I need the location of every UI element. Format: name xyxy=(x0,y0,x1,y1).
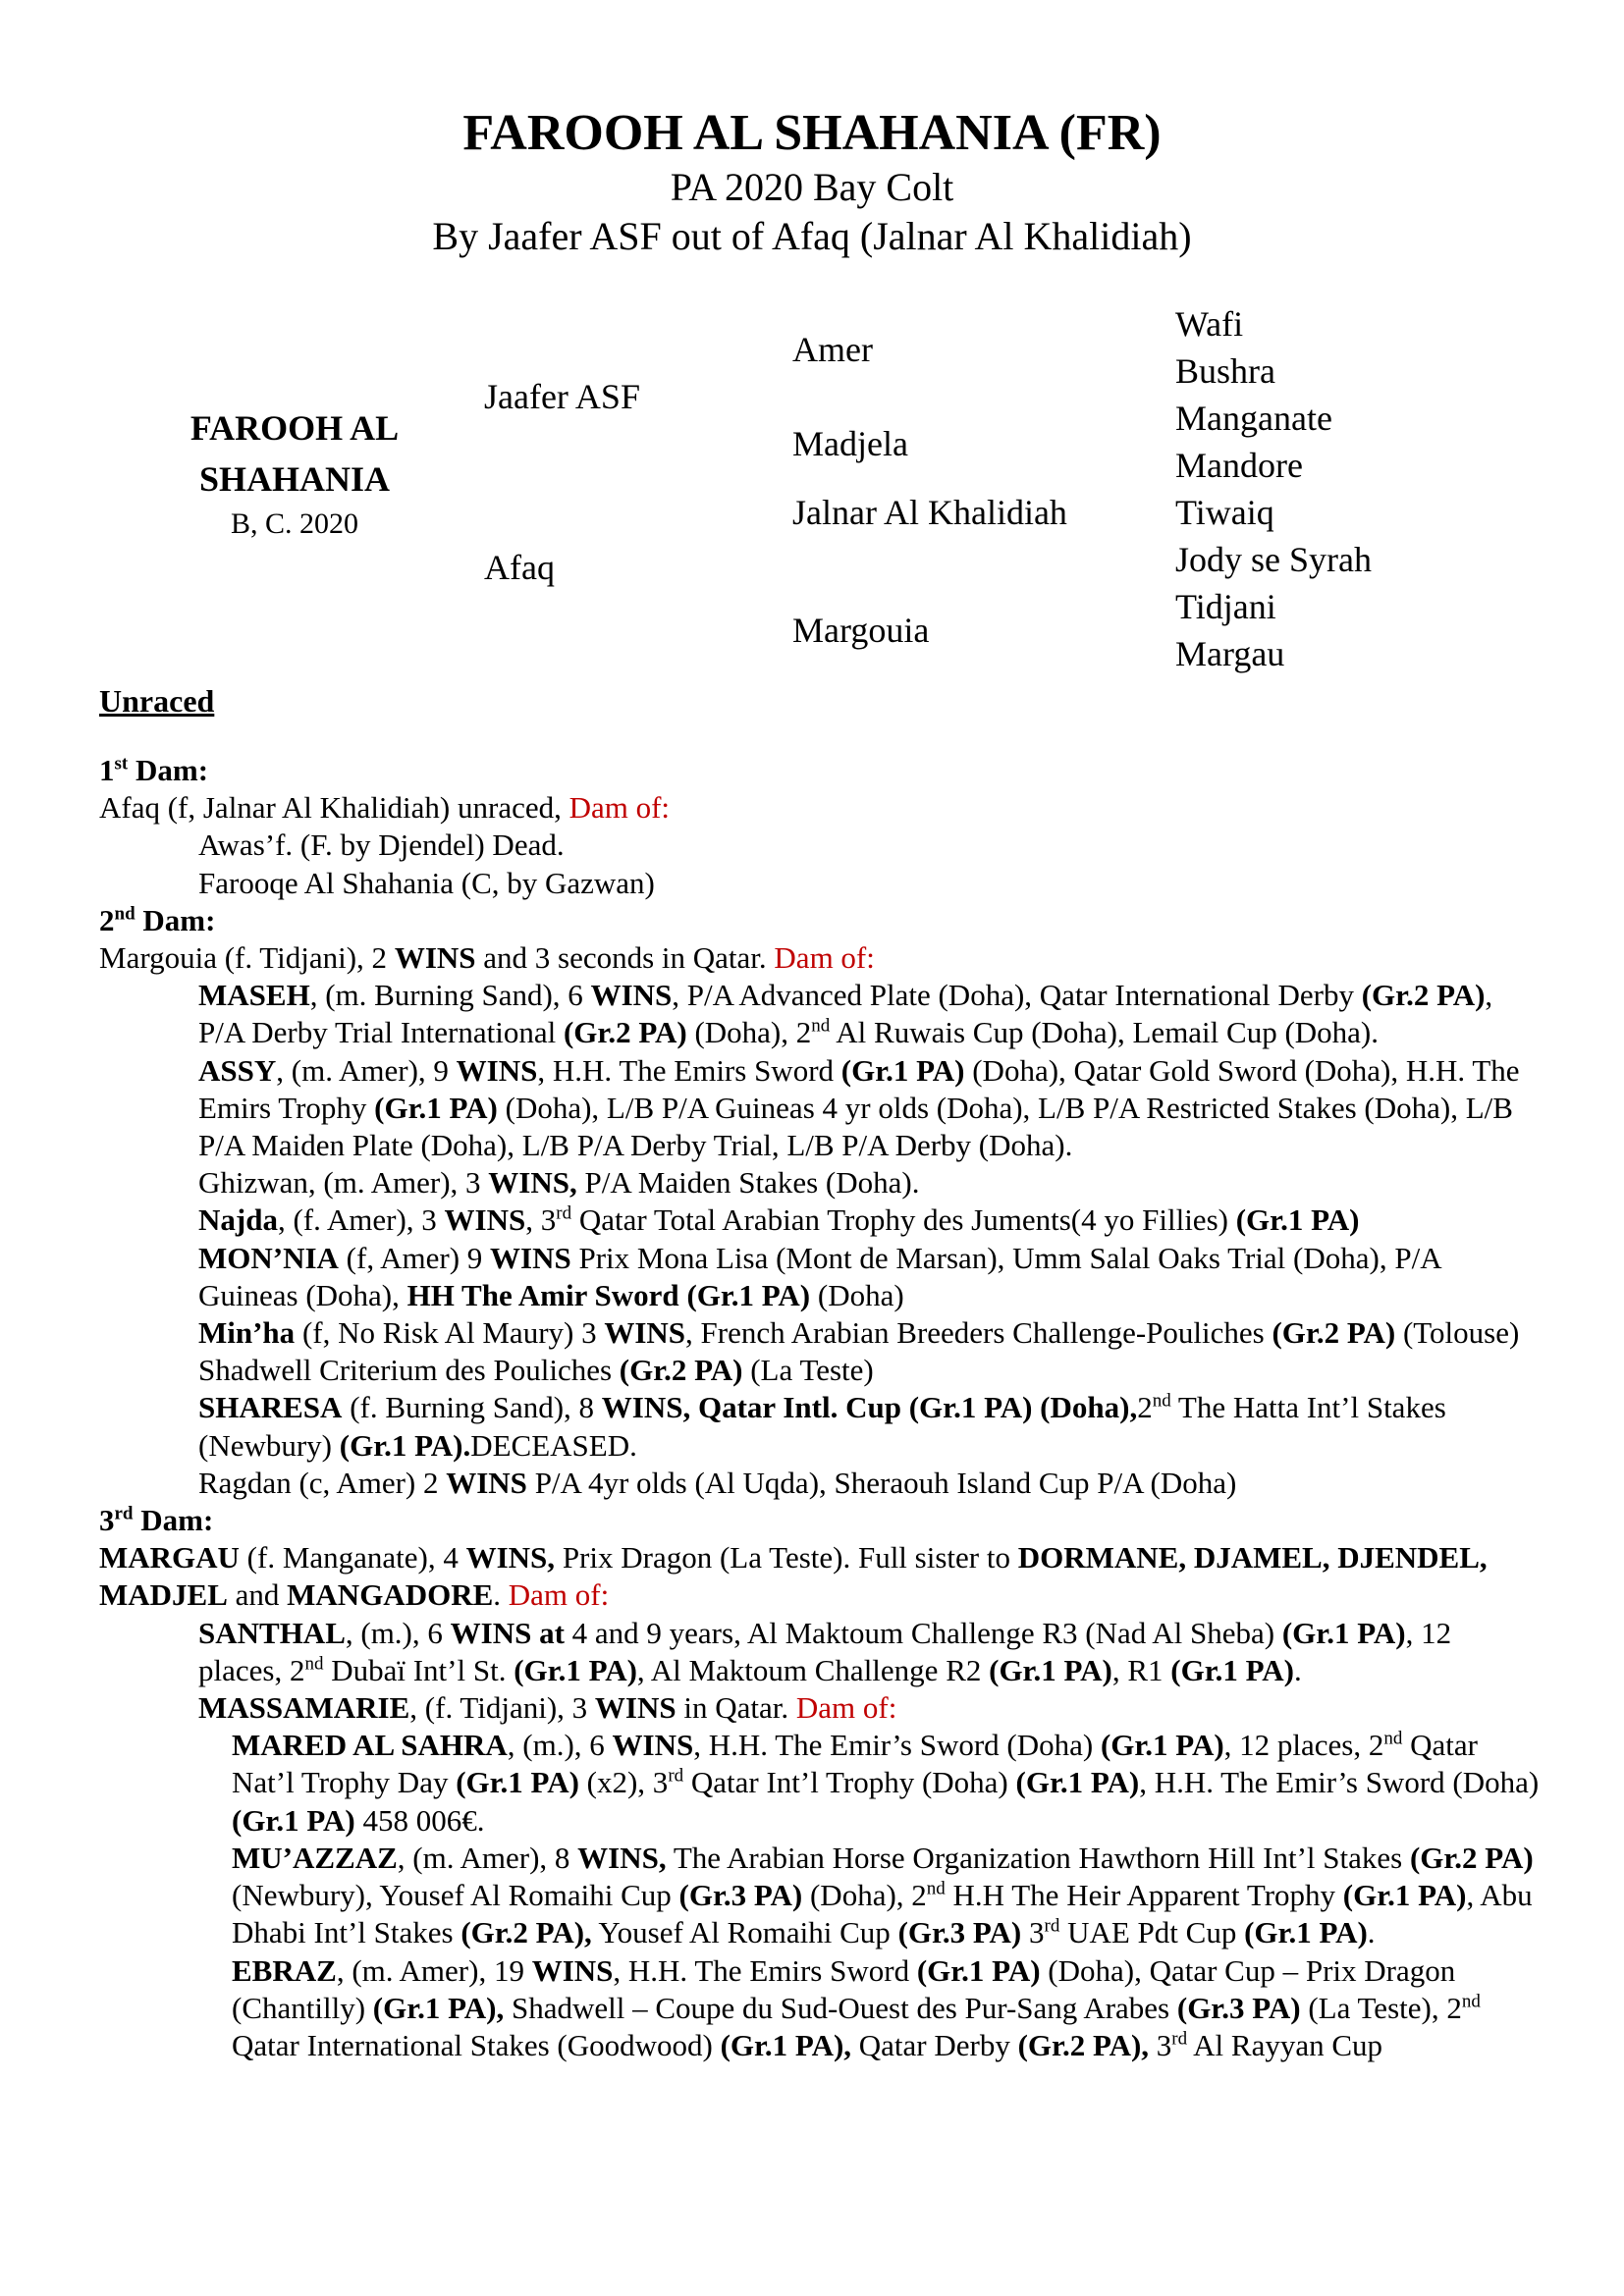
dam2-offspring-sharesa: SHARESA (f. Burning Sand), 8 WINS, Qatar Intl. Cup (Gr.1 PA) (Doha),2nd The Hatta Int’l Stakes (Newbury) (Gr.1 PA).DECEASED. xyxy=(198,1390,1446,1463)
page-subtitle: PA 2020 Bay Colt xyxy=(670,165,954,209)
dam2-heading: 2nd Dam: xyxy=(99,902,216,937)
race-record: Unraced xyxy=(99,683,215,719)
pedigree-gen3-5: Tiwaiq xyxy=(1175,493,1274,532)
dam1-offspring-1: Awas’f. (F. by Djendel) Dead. xyxy=(198,828,565,863)
dam2-offspring-maseh: MASEH, (m. Burning Sand), 6 WINS, P/A Advanced Plate (Doha), Qatar International Derby (Gr.2 PA), P/A Derby Trial International (Gr.2 PA) (Doha), 2nd Al Ruwais Cup (Doha), Lemail Cup (Doha). xyxy=(198,978,1493,1050)
pedigree-sire: Jaafer ASF xyxy=(484,377,640,416)
pedigree-notes xyxy=(99,752,1543,2064)
dam2-offspring-najda: Najda, (f. Amer), 3 WINS, 3rd Qatar Total Arabian Trophy des Juments(4 yo Fillies) (Gr.1 PA) xyxy=(198,1202,1360,1238)
pedigree-dam: Afaq xyxy=(484,548,555,587)
pedigree-gen3-4: Mandore xyxy=(1175,446,1303,485)
breeding-line: By Jaafer ASF out of Afaq (Jalnar Al Khalidiah) xyxy=(432,214,1192,258)
pedigree-sire-sire: Amer xyxy=(792,330,873,369)
dam2-offspring-ragdan: Ragdan (c, Amer) 2 WINS P/A 4yr olds (Al Uqda), Sheraouh Island Cup P/A (Doha) xyxy=(198,1465,1237,1500)
dam3-heading: 3rd Dam: xyxy=(99,1503,214,1538)
dam1-heading: 1st Dam: xyxy=(99,753,209,787)
dam1-offspring-2: Farooqe Al Shahania (C, by Gazwan) xyxy=(198,865,655,900)
pedigree-sire-dam: Madjela xyxy=(792,424,908,463)
page-title: FAROOH AL SHAHANIA (FR) xyxy=(462,105,1162,161)
dam3-grand-offspring-muazzaz: MU’AZZAZ, (m. Amer), 8 WINS, The Arabian Horse Organization Hawthorn Hill Int’l Stakes (Gr.2 PA) (Newbury), Yousef Al Romaihi Cup (Gr.3 PA) (Doha), 2nd H.H The Heir Apparent Trophy (Gr.1 PA), Abu Dhabi Int’l Stakes (Gr.2 PA), Yousef Al Romaihi Cup (Gr.3 PA) 3rd UAE Pdt Cup (Gr.1 PA). xyxy=(232,1840,1534,1950)
dam3-grand-offspring-ebraz: EBRAZ, (m. Amer), 19 WINS, H.H. The Emirs Sword (Gr.1 PA) (Doha), Qatar Cup – Prix Dragon (Chantilly) (Gr.1 PA), Shadwell – Coupe du Sud-Ouest des Pur-Sang Arabes (Gr.3 PA) (La Teste), 2nd Qatar International Stakes (Goodwood) (Gr.1 PA), Qatar Derby (Gr.2 PA), 3rd Al Rayyan Cup xyxy=(232,1952,1481,2062)
horse-detail: B, C. 2020 xyxy=(230,507,359,540)
dam3-intro: MARGAU (f. Manganate), 4 WINS, Prix Dragon (La Teste). Full sister to DORMANE, DJAMEL, DJENDEL, MADJEL and MANGADORE. Dam of: xyxy=(99,1540,1488,1613)
dam1-intro: Afaq (f, Jalnar Al Khalidiah) unraced, Dam of: xyxy=(99,790,671,826)
dam2-offspring-ghizwan: Ghizwan, (m. Amer), 3 WINS, P/A Maiden Stakes (Doha). xyxy=(198,1165,920,1201)
pedigree-gen3-3: Manganate xyxy=(1175,399,1332,438)
pedigree-gen3-2: Bushra xyxy=(1175,351,1275,391)
pedigree-gen3-1: Wafi xyxy=(1175,304,1244,344)
pedigree-gen3-8: Margau xyxy=(1175,634,1285,673)
pedigree-gen3-7: Tidjani xyxy=(1175,587,1276,626)
dam3-offspring-massamarie: MASSAMARIE, (f. Tidjani), 3 WINS in Qatar. Dam of: xyxy=(198,1690,897,1726)
dam2-offspring-monnia: MON’NIA (f, Amer) 9 WINS Prix Mona Lisa (Mont de Marsan), Umm Salal Oaks Trial (Doha), P/A Guineas (Doha), HH The Amir Sword (Gr.1 PA) (Doha) xyxy=(198,1240,1440,1312)
pedigree-gen3-6: Jody se Syrah xyxy=(1175,540,1372,579)
pedigree-dam-dam: Margouia xyxy=(792,611,930,650)
horse-name-line2: SHAHANIA xyxy=(198,459,391,499)
dam3-grand-offspring-mared: MARED AL SAHRA, (m.), 6 WINS, H.H. The Emir’s Sword (Doha) (Gr.1 PA), 12 places, 2nd Qatar Nat’l Trophy Day (Gr.1 PA) (x2), 3rd Qatar Int’l Trophy (Doha) (Gr.1 PA), H.H. The Emir’s Sword (Doha) (Gr.1 PA) 458 006€. xyxy=(232,1728,1540,1838)
dam3-offspring-santhal: SANTHAL, (m.), 6 WINS at 4 and 9 years, Al Maktoum Challenge R3 (Nad Al Sheba) (Gr.1 PA), 12 places, 2nd Dubaï Int’l St. (Gr.1 PA), Al Maktoum Challenge R2 (Gr.1 PA), R1 (Gr.1 PA). xyxy=(198,1615,1452,1687)
pedigree-dam-sire: Jalnar Al Khalidiah xyxy=(792,493,1067,532)
dam2-offspring-assy: ASSY, (m. Amer), 9 WINS, H.H. The Emirs Sword (Gr.1 PA) (Doha), Qatar Gold Sword (Doha), H.H. The Emirs Trophy (Gr.1 PA) (Doha), L/B P/A Guineas 4 yr olds (Doha), L/B P/A Restricted Stakes (Doha), L/B P/A Maiden Plate (Doha), L/B P/A Derby Trial, L/B P/A Derby (Doha). xyxy=(198,1052,1520,1163)
dam2-offspring-minha: Min’ha (f, No Risk Al Maury) 3 WINS, French Arabian Breeders Challenge-Pouliches (Gr.2 PA) (Tolouse) Shadwell Criterium des Pouliches (Gr.2 PA) (La Teste) xyxy=(198,1315,1520,1388)
horse-name xyxy=(177,402,412,505)
horse-name-line1: FAROOH AL xyxy=(189,408,400,448)
dam2-intro: Margouia (f. Tidjani), 2 WINS and 3 seconds in Qatar. Dam of: xyxy=(99,940,875,976)
